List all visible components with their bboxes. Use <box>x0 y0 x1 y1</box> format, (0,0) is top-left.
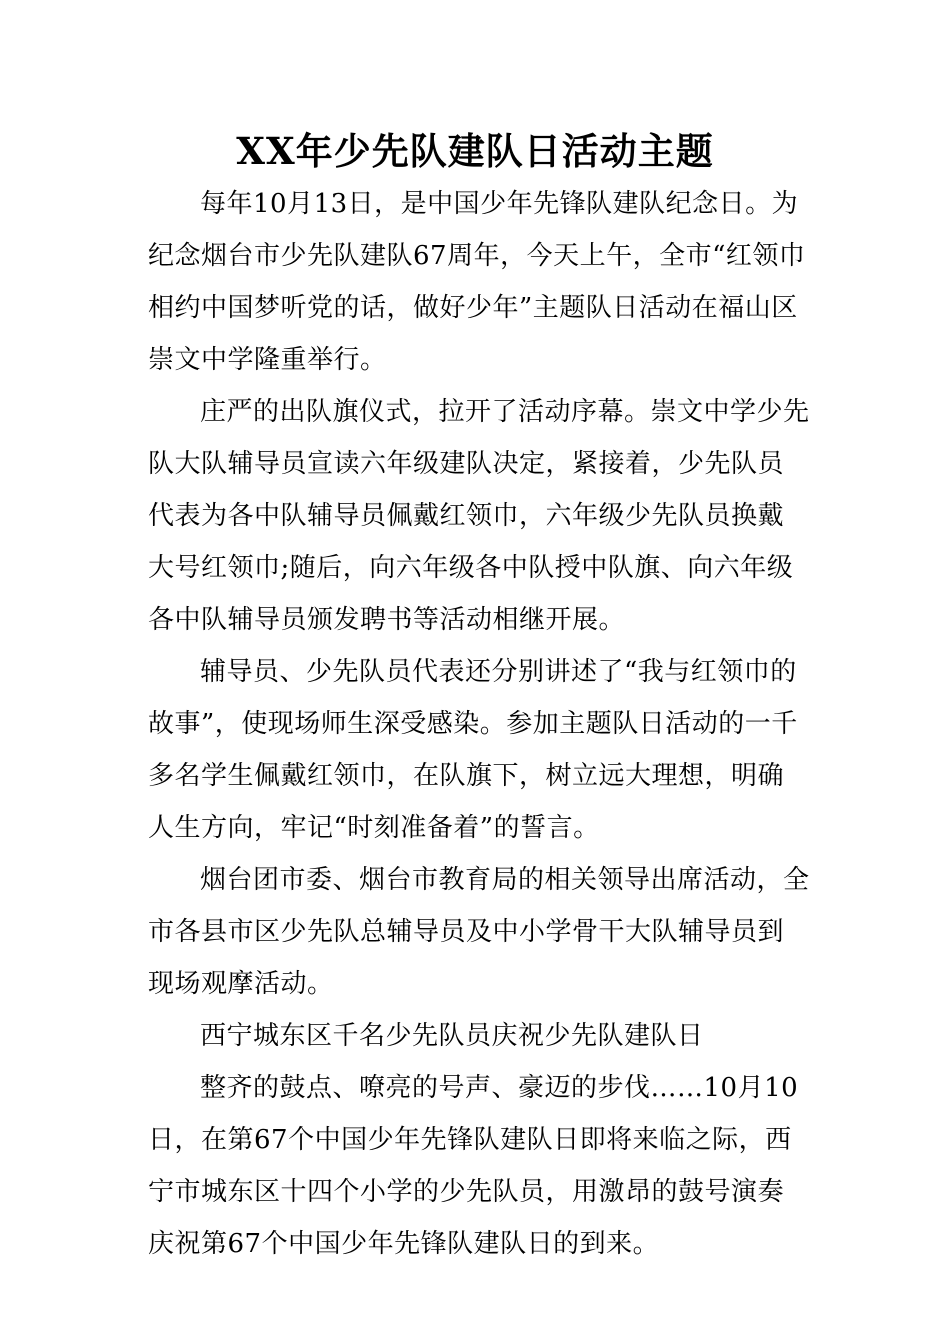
paragraph: 辅导员、少先队员代表还分别讲述了“我与红领巾的故事”，使现场师生深受感染。参加主题队日活动的一千多名学生佩戴红领巾，在队旗下，树立远大理想，明确人生方向，牢记“时刻准备着”的誓言。 <box>148 657 798 843</box>
paragraph: 整齐的鼓点、嘹亮的号声、豪迈的步伐……10月10日，在第67个中国少年先锋队建队日即将来临之际，西宁市城东区十四个小学的少先队员，用激昂的鼓号演奏庆祝第67个中国少年先锋队建队日的到来。 <box>148 1073 799 1259</box>
paragraph: 每年10月13日，是中国少年先锋队建队纪念日。为纪念烟台市少先队建队67周年，今天上午，全市“红领巾相约中国梦听党的话，做好少年”主题队日活动在福山区崇文中学隆重举行。 <box>148 189 806 375</box>
paragraph: 烟台团市委、烟台市教育局的相关领导出席活动，全市各县市区少先队总辅导员及中小学骨干大队辅导员到现场观摩活动。 <box>148 865 810 999</box>
document-title: XX年少先队建队日活动主题 <box>236 129 714 173</box>
document-body <box>148 178 810 1270</box>
paragraph: 庄严的出队旗仪式，拉开了活动序幕。崇文中学少先队大队辅导员宣读六年级建队决定，紧接着，少先队员代表为各中队辅导员佩戴红领巾，六年级少先队员换戴大号红领巾;随后，向六年级各中队授中队旗、向六年级各中队辅导员颁发聘书等活动相继开展。 <box>148 397 810 635</box>
section-heading: 西宁城东区千名少先队员庆祝少先队建队日 <box>200 1021 704 1051</box>
